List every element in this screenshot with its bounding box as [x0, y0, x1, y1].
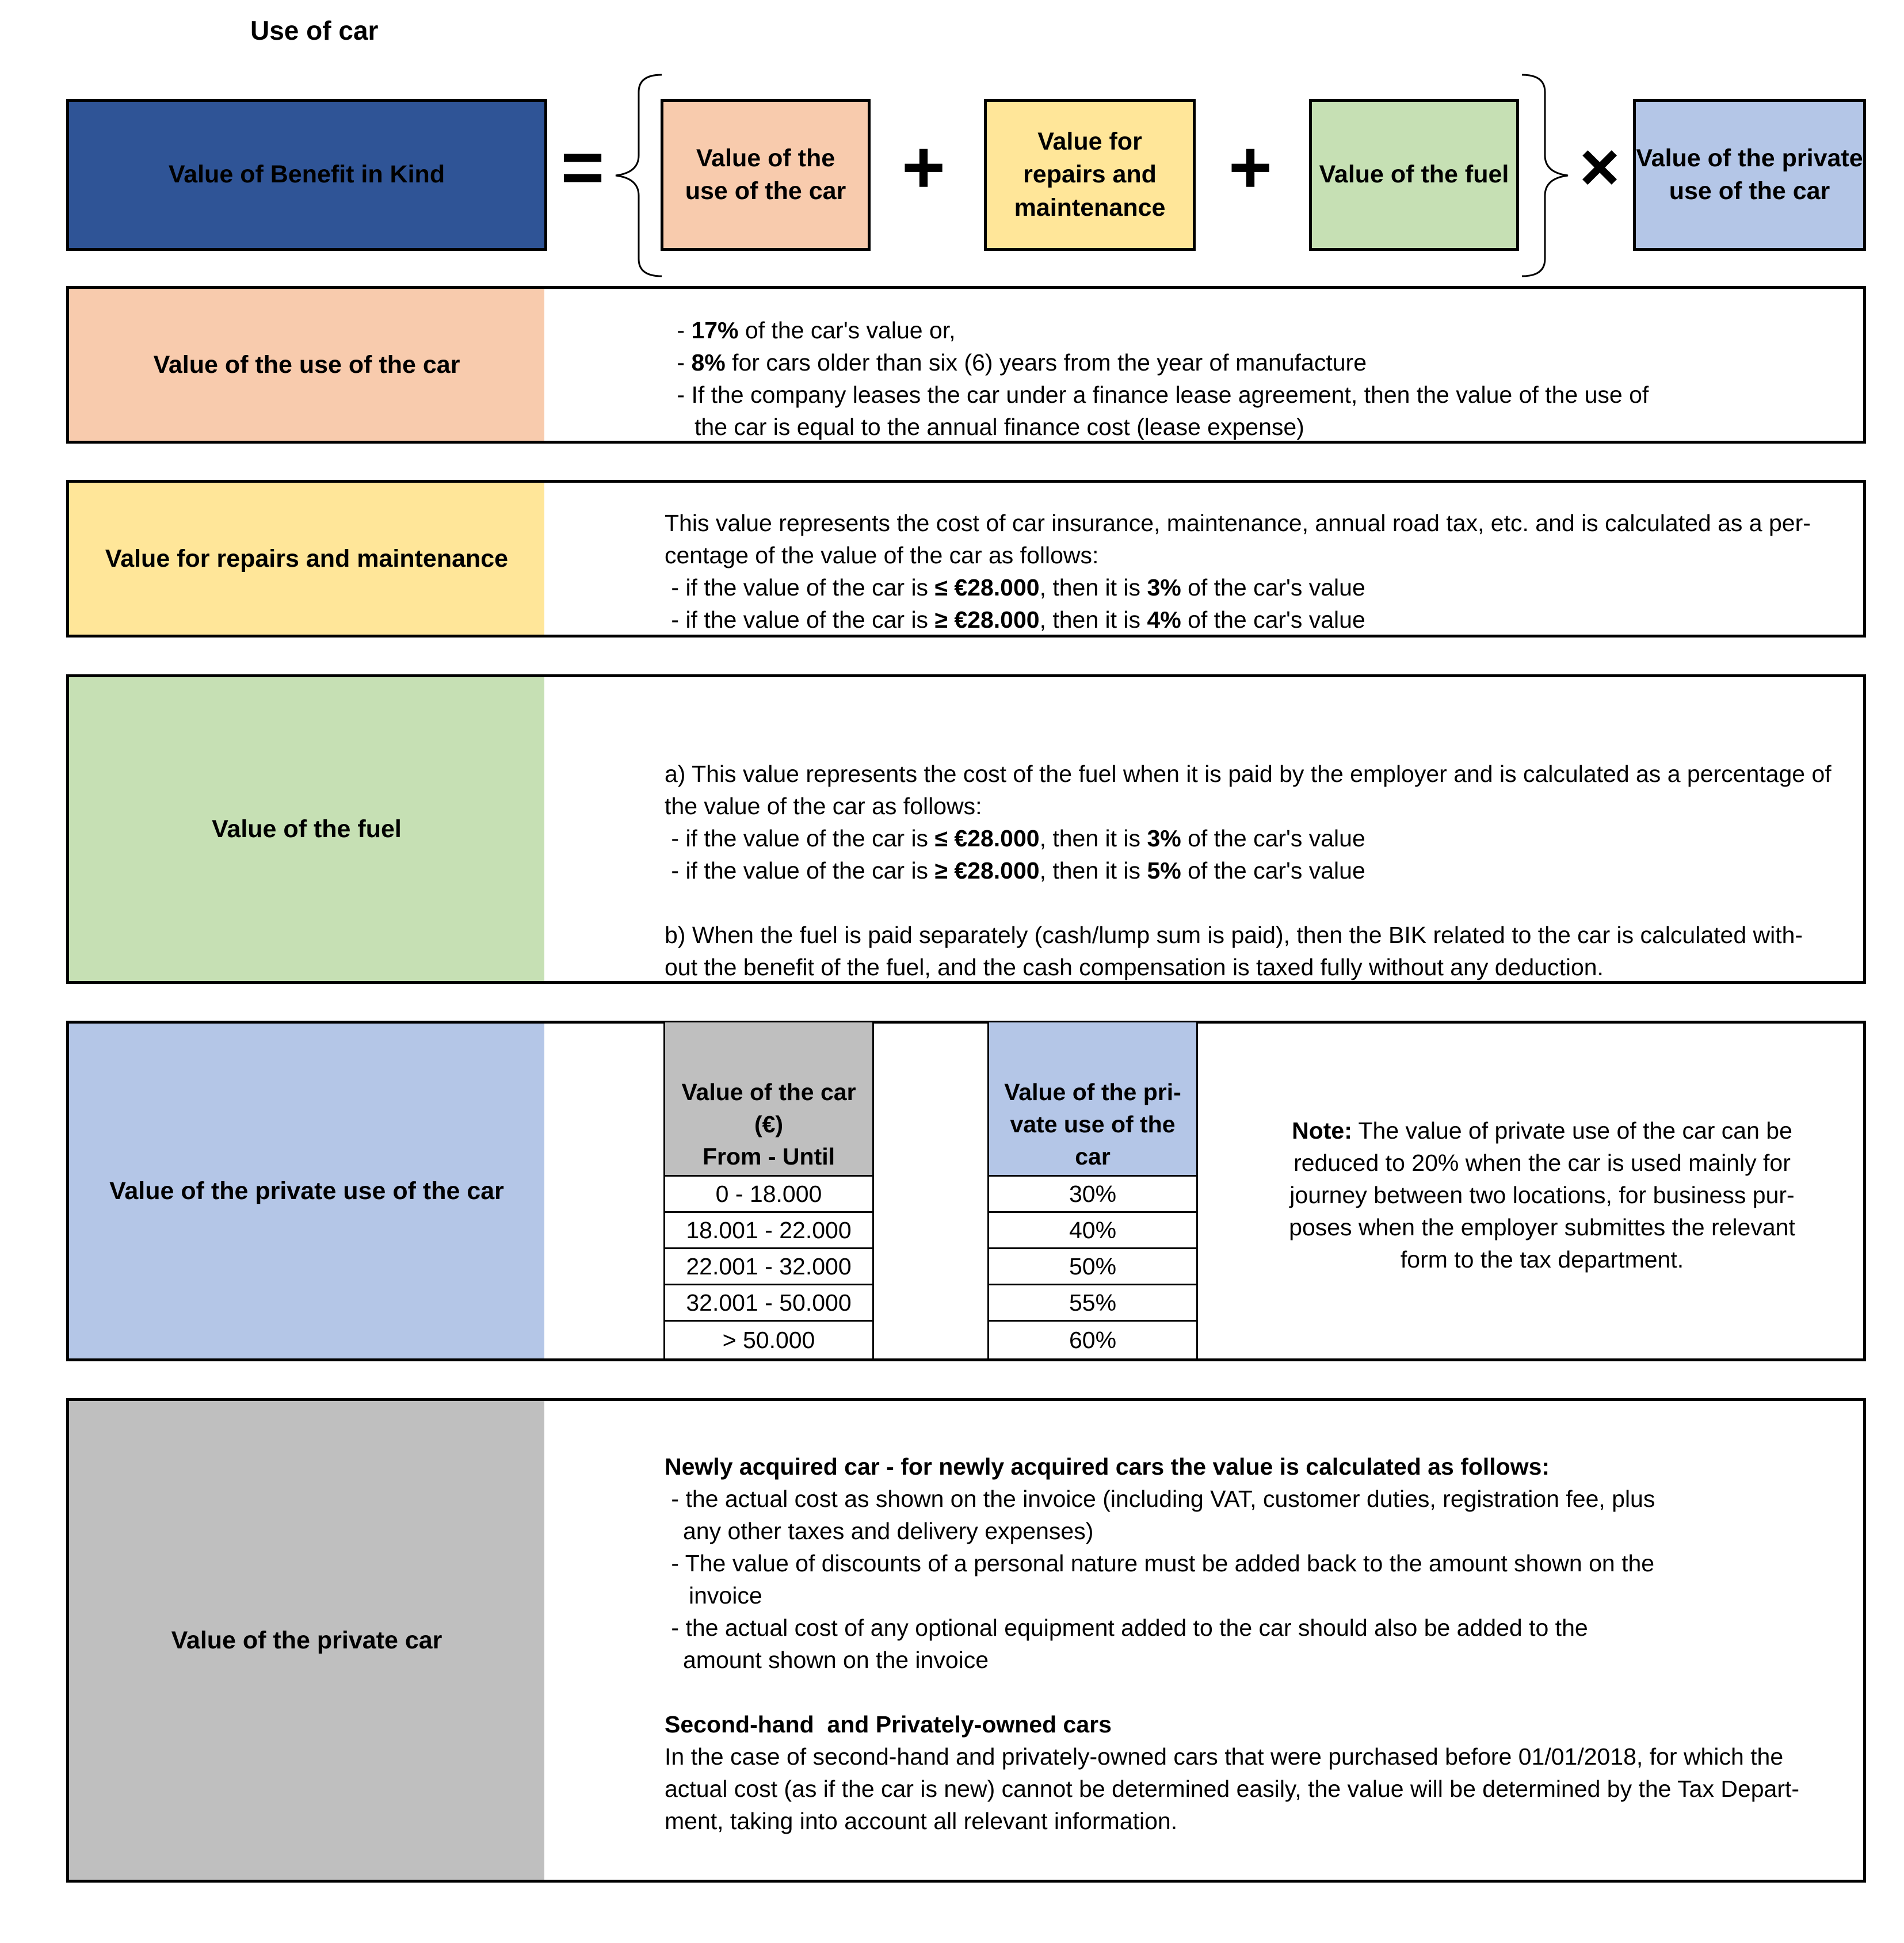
detail-line: - 17% of the car's value or, — [670, 317, 956, 343]
use-of-car-section-label: Value of the use of the car — [69, 289, 544, 441]
use-of-car-section — [66, 286, 1866, 444]
fuel-section-label: Value of the fuel — [69, 677, 544, 981]
car-value-header: Value of the car (€) From - Until — [665, 1022, 873, 1176]
private-car-section-label: Value of the private car — [69, 1401, 544, 1880]
table-cell: 55% — [989, 1285, 1197, 1321]
private-use-percent-header: Value of the pri- vate use of the car — [989, 1022, 1197, 1176]
repairs-section — [66, 480, 1866, 638]
repairs-section-label: Value for repairs and maintenance — [69, 483, 544, 635]
table-cell: 60% — [989, 1321, 1197, 1360]
use-of-car-box-label: Value of the use of the car — [685, 144, 846, 205]
second-hand-heading: Second-hand and Privately-owned cars — [665, 1711, 1112, 1738]
fuel-section — [66, 674, 1866, 984]
table-cell: > 50.000 — [665, 1321, 873, 1360]
detail-line: - If the company leases the car under a finance lease agreement, then the value of the use of — [670, 381, 1649, 408]
table-cell: 40% — [989, 1212, 1197, 1249]
table-cell: 50% — [989, 1249, 1197, 1285]
table-cell: 22.001 - 32.000 — [665, 1249, 873, 1285]
table-cell: 32.001 - 50.000 — [665, 1285, 873, 1321]
benefit-in-kind-box — [66, 99, 547, 251]
private-use-box — [1633, 99, 1866, 251]
table-cell: 18.001 - 22.000 — [665, 1212, 873, 1249]
equals-sign: = — [560, 125, 605, 209]
page-title: Use of car — [250, 16, 379, 45]
repairs-details: This value represents the cost of car insurance, maintenance, annual road tax, etc. and is calculated as a per- centage of the value of the car as follows: - if the value of the car is ≤ €28.000, then it is 3% of the car's value - if the value of the car is ≥ €28.000, then it is 4% of the car's value — [665, 510, 1811, 633]
repairs-box — [984, 99, 1196, 251]
private-use-section — [66, 1021, 1866, 1361]
plus-sign-1: + — [902, 125, 945, 209]
table-cell: 30% — [989, 1176, 1197, 1212]
private-car-details: Newly acquired car - for newly acquired cars the value is calculated as follows: - the actual cost as shown on the invoice (including VAT, customer duties, registration fee, plus any other taxes and delivery expenses) - The value of discounts of a personal nature must be added back to the amount shown on the invoice - the actual cost of any optional equipment added to the car should also be added to the amount shown on the invoice Second-hand and Privately-owned cars In the case of second-hand and privately-owned cars that were purchased before 01/01/2018, for which the actual cost (as if the car is new) cannot be determined easily, the value will be determined by the Tax Depart- ment, taking into account all relevant information. — [665, 1450, 1799, 1837]
private-use-percent-table — [987, 1021, 1198, 1360]
fuel-box-label: Value of the fuel — [1319, 161, 1509, 189]
private-use-box-label: Value of the private use of the car — [1636, 144, 1863, 205]
repairs-box-label: Value for repairs and maintenance — [1014, 128, 1166, 222]
table-cell: 0 - 18.000 — [665, 1176, 873, 1212]
private-use-section-label: Value of the private use of the car — [69, 1024, 544, 1358]
private-use-note: Note: The value of private use of the car can be reduced to 20% when the car is used mainly for journey between two locations, for business pur- poses when the employer submittes the relevant form to the tax department. — [1289, 1117, 1795, 1273]
detail-line: the car is equal to the annual finance cost (lease expense) — [695, 414, 1304, 440]
private-car-section — [66, 1398, 1866, 1883]
use-of-car-details — [670, 314, 1649, 443]
use-of-car-box — [661, 99, 871, 251]
fuel-box — [1309, 99, 1519, 251]
multiply-sign: × — [1579, 128, 1620, 205]
benefit-in-kind-label: Value of Benefit in Kind — [168, 161, 445, 189]
newly-acquired-heading: Newly acquired car - for newly acquired cars the value is calculated as follows: — [665, 1453, 1550, 1480]
detail-line: - 8% for cars older than six (6) years from the year of manufacture — [670, 349, 1367, 376]
fuel-details: a) This value represents the cost of the fuel when it is paid by the employer and is calculated as a percentage of the value of the car as follows: - if the value of the car is ≤ €28.000, then it is 3% of the car's value - if the value of the car is ≥ €28.000, then it is 5% of the car's value b) When the fuel is paid separately (cash/lump sum is paid), then the BIK related to the car is calculated with- out the benefit of the fuel, and the cash compensation is taxed fully without any deduction. — [665, 761, 1831, 980]
car-value-table — [663, 1021, 874, 1360]
plus-sign-2: + — [1228, 125, 1272, 209]
